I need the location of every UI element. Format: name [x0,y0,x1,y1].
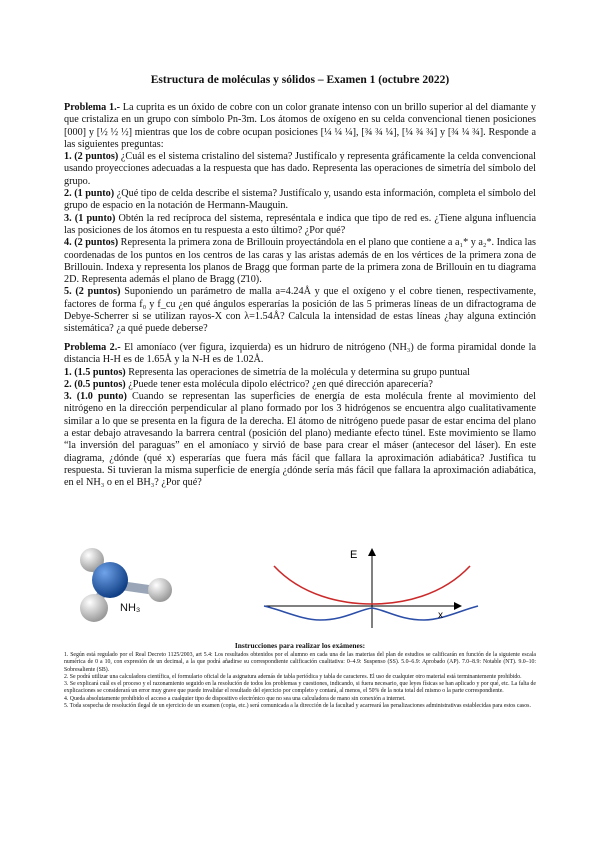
instructions-title: Instrucciones para realizar los exámenes: [234,641,366,650]
instruction-item: 3. Se explicará cuál es el proceso y el razonamiento seguido en la resolución de todos los problemas y cuestiones, indicando, si fuera necesario, que leyes físicas se han aplicado y por qué, etc. La falta de explicaciones se considerará un error muy grave que puede invalidar el resultado del ejercicio por completo y contará, al menos, el 50% de la nota total del mismo o la parte correspondiente. [64,681,536,695]
problem-2-heading: Problema 2.- [64,342,121,353]
problem-1-question-1: 1. (2 puntos) ¿Cuál es el sistema cristalino del sistema? Justifícalo y representa gráficamente la celda convencional usando proyecciones adecuadas a la respuesta que has dado. Representa las operaciones de simetría del símbolo del grupo. [64,151,537,187]
problem-2 [64,342,536,490]
problem-2-question-1: 1. (1.5 puntos) Representa las operaciones de simetría de la molécula y determina su grupo puntual [64,366,470,378]
hydrogen-atom-3 [148,578,172,602]
x-axis-arrow [454,602,462,610]
problem-2-intro: Problema 2.- El amoníaco (ver figura, izquierda) es un hidruro de nitrógeno (NH₃) de forma piramidal donde la distancia H-H es de 1.65Å y la N-H es de 1.02Å. [64,342,536,366]
position-axis-label: x [438,610,443,621]
page-title: Estructura de moléculas y sólidos – Examen 1 (octubre 2022) [150,74,450,86]
instruction-item: 1. Según está regulado por el Real Decreto 1125/2003, art 5.4: Los resultados obtenidos por el alumno en cada una de las materias del plan de estudios se calificarán en función de la siguiente escala numérica de 0 a 10, con expresión de un decimal, a la que podrá añadirse su correspondiente calificación cualitativa: 0–4.9: Suspenso (SS). 5.0–6.9: Aprobado (AP). 7.0–8.9: Notable (NT). 9.0–10: Sobresaliente (SB). [64,652,536,673]
hydrogen-atom-2 [80,594,108,622]
problem-2-question-2: 2. (0.5 puntos) ¿Puede tener esta molécula dipolo eléctrico? ¿en qué dirección aparecería? [64,378,433,390]
ammonia-molecule-figure [64,548,194,638]
energy-surface-plot [262,546,482,630]
energy-axis-label: E [350,549,358,561]
instruction-item: 2. Se podrá utilizar una calculadora científica, el formulario oficial de la asignatura además de tabla periódica y tabla de caracteres. El uso de cualquier otro material está terminantemente prohibido. [64,673,522,680]
instructions [64,652,536,710]
problem-2-question-3: 3. (1.0 punto) Cuando se representan las superficies de energía de esta molécula frente al movimiento del nitrógeno en la dirección perpendicular al plano formado por los 3 hidrógenos se encuentra algo cualitativamente similar a lo que se presenta en la figura de la derecha. El átomo de nitrógeno puede pasar de estar encima del plano a estar debajo atravesando la barrera central (posición del plano) mediante efecto túnel. Este movimiento se llamo “la inversión del paraguas” en el amoníaco y sirvió de base para crear el máser (antecesor del láser). En este diagrama, ¿dónde (qué x) esperarías que fuera más fácil que fallara la aproximación adiabática? Justifica tu respuesta. Si tuvieran la misma superficie de energía ¿dónde sería más fácil que fallara la aproximación adiabática, en el NH₃ o en el BH₃? ¿Por qué? [64,391,536,489]
molecule-label: NH₃ [120,602,141,614]
lower-energy-curve [264,606,478,620]
problem-1-question-3: 3. (1 punto) Obtén la red recíproca del sistema, represéntala e indica que tipo de red es. ¿Tiene alguna influencia las posiciones de los átomos en tu respuesta a esto último? ¿Por qué? [64,212,536,236]
problem-1-heading: Problema 1.- [64,102,121,113]
instruction-item: 5. Toda sospecha de resolución ilegal de un ejercicio de un examen (copia, etc.) será comunicada a la dirección de la facultad y acarreará las penalizaciones administrativas establecidas para estos casos. [64,703,531,710]
y-axis-arrow [368,548,376,556]
instruction-item: 4. Queda absolutamente prohibido el acceso a cualquier tipo de dispositivo electrónico que no sea una calculadora de mano sin conexión a internet. [64,695,406,702]
problem-1-intro: Problema 1.- La cuprita es un óxido de cobre con un color granate intenso con un brillo superior al del diamante y que cristaliza en un grupo con símbolo Pn-3m. Los átomos de oxígeno en su celda convencional tienen posiciones [000] y [½ ½ ½] mientras que los de cobre ocupan posiciones [¼ ¼ ¼], [¾ ¾ ¼], [¼ ¾ ¾] y [¾ ¼ ¾]. Responde a las siguientes preguntas: [64,102,536,150]
problem-1-question-5: 5. (2 puntos) Suponiendo un parámetro de malla a=4.24Å y que el oxígeno y el cobre tienen, respectivamente, factores de forma f₀ y f_cu ¿en qué ángulos esperarías la posición de las 5 primeras líneas de un difractograma de Debye-Scherrer si se utilizan rayos-X con λ=1.54Å? Calcula la intensidad de estas líneas ¿hay alguna extinción sistemática? ¿a qué puede deberse? [64,286,536,335]
problem-1-question-2: 2. (1 punto) ¿Qué tipo de celda describe el sistema? Justifícalo y, usando esta información, completa el símbolo del grupo de espacio en la notación de Hermann-Mauguin. [64,188,536,212]
problem-1-question-4: 4. (2 puntos) Representa la primera zona de Brillouin proyectándola en el plano que contiene a a₁* y a₂*. Indica las coordenadas de los puntos en los centros de las caras y las aristas además de en los vértices de la primera zona de Brillouin. Indexa y representa los planos de Bragg que forman parte de la primera zona de Brillouin en tu diagrama 2D. Representa además el plano de Bragg (2̄10). [64,237,537,286]
nitrogen-atom [92,562,128,598]
problem-1 [64,102,536,336]
